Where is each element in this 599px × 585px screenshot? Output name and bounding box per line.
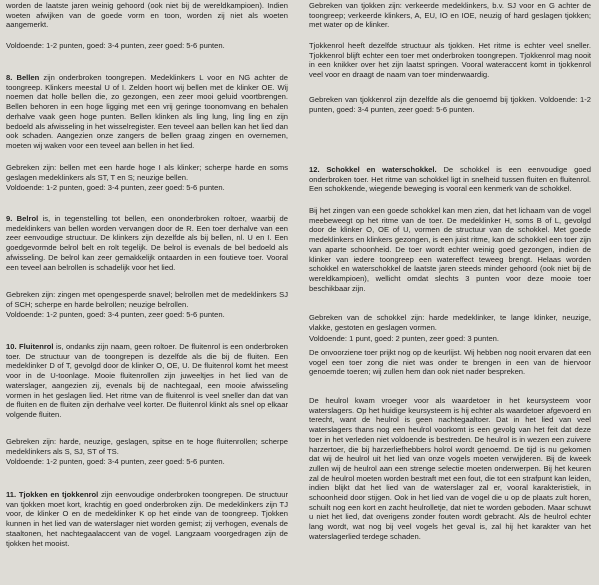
defects-text: Gebreken zijn: bellen met een harde hoge I als klinker; scherpe harde en soms geslagen medeklinkers als ST, T en S; neuzige bellen. [6,163,288,182]
defects-text: Gebreken zijn: zingen met opengesperde snavel; belrollen met de medeklinkers SJ of SCH; scherpe en harde belrollen; neuzige belrollen. [6,290,288,309]
section-bellen [6,73,288,151]
section-body: De schokkel is een eenvoudige goed onderbroken toer. Het ritme van schokkel ligt in snelheid tussen fluiten en fluitenrol. Een schokkende, wiegende beweging is vooral een kenmerk van de schokkel. [309,165,592,194]
paragraph [309,41,591,80]
defects-paragraph [6,163,288,182]
paragraph [309,348,591,377]
score-line [6,457,288,467]
section-body: zijn onderbroken toongrepen. Medeklinkers L voor en NG achter de toongreep. Klinkers meestal U of I. Zelden hoort wij bellen met de klinker OE. Wij noemen dat holle bellen die, zo gezongen, een zeer mooi geluid voortbrengen. Bellen behoren in een hoge ligging met een vrij geringe toonomvang en behalen derhalve vaak geen hoge punten. Bellen klinken als ling lung, ling ling en zijn bedoeld als afwisseling in het wisselregister. Een teveel aan bellen kan het lied dan ook schaden. Aangezien onze zangers de bellen graag zingen en overnemen, moeten wij waken voor een teveel aan bellen in het lied. [6,73,288,150]
score-text: Voldoende: 1-2 punten, goed: 3-4 punten, zeer goed: 5-6 punten. [6,457,225,466]
section-tjokken [6,490,288,548]
score-line [6,41,288,51]
paragraph [309,396,591,542]
paragraph-text: Bij het zingen van een goede schokkel kan men zien, dat het lichaam van de vogel meebeweegt op het ritme van de toer. De medeklinker H, soms B of L, gevolgd door de klinker O, OE of U, vormen de structuur van de schokkel. Met goede medeklinkers en klinkers gezongen, is een juist ritme, kan de schokkel een toer zijn van aparte schoonheid. De toer wordt echter weinig goed gezongen, indien de klinker van iedere toongreep een watereffect teweeg brengt. Helaas worden schokkel en waterschokkel de laatste jaren steeds minder gehoord (ook niet bij de wereldkampioen), wellicht omdat slechts 3 punten voor deze mooie toer beschikbaar zijn. [309,206,591,293]
defects-paragraph [6,290,288,309]
paragraph [309,206,591,293]
score-line [309,334,591,344]
paragraph-text: Tjokkenrol heeft dezelfde structuur als tjokken. Het ritme is echter veel sneller. Tjokkenrol blijft echter een toer met onderbroken toongrepen. Tjokkenrol mag nooit in een knikker over het zijn laatst springen. Vooral wateraccent komt in tjokkenrol veel voor en draagt de naam van toer minderwaardig. [309,41,591,80]
score-text: Voldoende: 1 punt, goed: 2 punten, zeer goed: 3 punten. [309,334,500,343]
score-text: Voldoende: 1-2 punten, goed: 3-4 punten, zeer goed: 5-6 punten. [6,183,225,192]
paragraph [309,95,591,114]
section-belrol [6,214,288,272]
paragraph [309,1,591,30]
paragraph-text: Gebreken van tjokkenrol zijn dezelfde als die genoemd bij tjokken. Voldoende: 1-2 punten, goed: 3-4 punten, zeer goed: 5-6 punten. [309,95,591,114]
section-heading: 10. Fluitenrol [6,342,54,351]
section-body: is, ondanks zijn naam, geen roltoer. De fluitenrol is een onderbroken toer. De structuur van de toongrepen is dezelfde als die bij de fluiten. Een medeklinker D of T, gevolgd door de klinker O, OE, U. De fluitenrol komt het meest voor in de U-toonlage. Mooie fluitenrollen zijn juweeltjes in het lied van de waterslager, aangezien zij, evenals bij de nachtegaal, een mooie afwisseling vormen in het geslagen lied. Het ritme van de fluitenrol is veel sneller dan dat van de fluiten en de fluiten zijn derhalve veel korter. De fluitenrol klinkt als snel op elkaar volgende fluiten. [6,342,288,419]
score-text: Voldoende: 1-2 punten, goed: 3-4 punten, zeer goed: 5-6 punten. [6,310,225,319]
section-heading: 9. Belrol [6,214,39,223]
defects-text: Gebreken van de schokkel zijn: harde medeklinker, te lange klinker, neuzige, vlakke, gestoten en geslagen vormen. [309,313,591,332]
score-line [6,183,288,193]
section-fluitenrol [6,342,288,420]
paragraph-text: Gebreken van tjokken zijn: verkeerde medeklinkers, b.v. SJ voor en G achter de toongreep; verkeerde klinkers, A, EU, IO en IOE, neuzig of hard geslagen tjokken; met water op de klinker. [309,1,591,30]
section-heading: 11. Tjokken en tjokkenrol [6,490,99,499]
section-schokkel [309,165,591,194]
paragraph [6,1,288,30]
section-heading: 12. Schokkel en waterschokkel. [309,165,437,174]
score-line [6,310,288,320]
defects-paragraph [309,313,591,332]
paragraph-text: De onvoorziene toer prijkt nog op de keurlijst. Wij hebben nog nooit ervaren dat een vogel een toer zong die niet was onder te brengen in een van de hiervoor genoemde toeren; wij zullen hem dan ook niet nader bespreken. [309,348,591,377]
section-body: zijn eenvoudige onderbroken toongrepen. De structuur van tjokken moet kort, krachtig en goed onderbroken zijn. De medeklinkers zijn TJ voor, de klinker O en de medeklinker K op het einde van de toongreep. Tjokken kunnen in het lied van de waterslager niet worden gemist; zij verhogen, evenals de staaltonen, het nachtegaalaccent van de vogel. Langzaam voorgedragen zijn de tjokken het mooist. [6,490,288,548]
section-body: is, in tegenstelling tot bellen, een ononderbroken roltoer, waarbij de medeklinkers van bellen worden vervangen door de R. Een toer derhalve van een zeer eenvoudige structuur. De klinkers zijn dezelfde als bij bellen, nl. U en I. Een goedgevormde belrol belt en rolt tegelijk. De belrol is evenals de bel bedoeld als afwisseling. De belrol kan zeer gemakkelijk ontaarden in een foutieve toer. Vooral een teveel aan belrollen is schadelijk voor het lied. [6,214,288,272]
paragraph-text: De heulrol kwam vroeger voor als waardetoer in het keursysteem voor waterslagers. Op het huidige keursysteem is hij echter als waardetoer afgevoerd en terecht, want de heulrol is geen nachtegaaltoer. Dat in het lied van veel waterslagers thans nog een heulrol voorkomt is een gevolg van het feit dat deze toer in het verleden niet voldoende is bestreden. De heulrol is in wezen een zuivere harzertoer, die bij harzerliefhebbers holrol wordt genoemd. De tijd is nu gekomen dat wij de heulrol uit het lied van onze vogels moeten verwijderen. Bij de kweek zullen wij de heulrol aan een strenge selectie moeten onderwerpen. Bij het keuren zal de heulrol moeten worden bestraft met een fout, die tot een strafpunt kan leiden, indien blijkt dat het lied van de waterslager zal er, vooral karakteristiek, in schoonheid door stijgen. Ook in het lied van de vogel die u op de plaats zult horen, schuilt nog een kort en zacht heulrolletje, dat niet te worden geboden. Maar schuwt u niet het lied, dat overigens zonder fouten wordt gebracht. Als de heulrol echter lang wordt, wat nog bij veel vogels het geval is, zal hij het karakter van het waterslagerlied terdege schaden. [309,396,591,541]
paragraph-text: worden de laatste jaren weinig gehoord (ook niet bij de wereldkampioen). Indien woeten afwijken van de goede vorm en toon, worden zij niet als woeten aangemerkt. [6,1,288,30]
section-heading: 8. Bellen [6,73,40,82]
defects-paragraph [6,437,288,456]
score-text: Voldoende: 1-2 punten, goed: 3-4 punten, zeer goed: 5-6 punten. [6,41,225,50]
defects-text: Gebreken zijn: harde, neuzige, geslagen, spitse en te hoge fluitenrollen; scherpe medeklinkers als S, SJ, ST of TS. [6,437,288,456]
